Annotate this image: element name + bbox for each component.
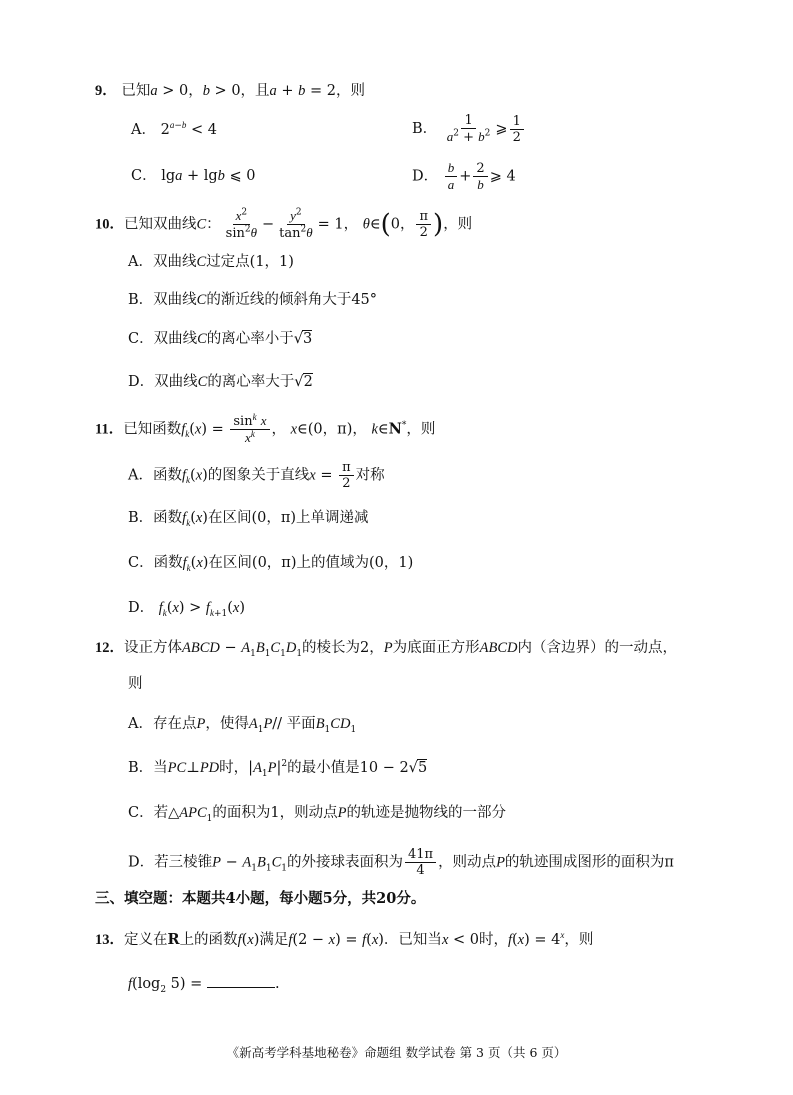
q9-option-b: B． $\frac{1}{a^2 + b^2}$ ⩾ $\frac{1}{2}$ [412,113,526,145]
q10-option-d: D．双曲线C的离心率大于√2 [128,374,313,390]
q12-option-d: D．若三棱锥$P - A_1B_1C_1$的外接球表面积为 $\frac{41\pi}{4}$ ，则动点P的轨迹围成图形的面积为π [128,847,674,878]
q12-option-a: A．存在点P，使得$A_1P//$ 平面$B_1CD_1$ [128,716,357,735]
q11-number: 11． [95,421,124,438]
q13-answer-line: $f(\log_2$ 5) = . [128,973,280,995]
q12-number: 12． [95,640,124,656]
q12-stem-continued: 则 [128,676,143,692]
q10-number: 10． [95,216,124,233]
q10-option-a: A．双曲线C过定点(1，1) [128,254,294,270]
q11-option-c: C．函数$f_k(x)$在区间(0，π)上的值域为(0，1) [128,555,414,573]
q12-option-c: C．若$\triangle APC_1$的面积为1，则动点P的轨迹是抛物线的一部分 [128,805,506,824]
q9-option-d: D． $\frac{b}{a}$ + $\frac{2}{b}$ ⩾ 4 [412,160,516,192]
q10-option-b: B．双曲线C的渐近线的倾斜角大于45° [128,292,378,308]
q11-stem: 11．已知函数$f_k(x)$ = $\frac{\sin^k x}{x^k}$ ， x∈(0，π)， k∈N*，则 [95,411,436,445]
q11-option-a: A．函数$f_k(x)$的图象关于直线x = $\frac{\pi}{2}$ 对称 [128,460,385,491]
q9-number: 9． [95,83,117,99]
q11-option-b: B．函数$f_k(x)$在区间(0，π)上单调递减 [128,510,369,528]
q10-option-c: C．双曲线C的离心率小于√3 [128,331,313,347]
section-3-heading: 三、填空题：本题共4小题，每小题5分，共20分。 [95,890,426,907]
answer-blank[interactable] [207,973,275,988]
q9-option-c: C． lga + lgb ⩽ 0 [131,168,256,184]
q10-stem: 10．已知双曲线C： $\frac{x^2}{\sin^2\theta}$ − $\frac{y^2}{\tan^2\theta}$ = 1， θ∈(0， $\frac{\pi}{2}$ )，则 [95,207,473,241]
q13-stem: 13．定义在R上的函数f(x)满足f(2 − x) = f(x)．已知当x < 0时，$f(x) = 4^x$，则 [95,930,594,948]
q9-option-a: A． $2^{a-b} < 4$ [131,120,217,138]
q12-stem: 12．设正方体ABCD − $A_1B_1C_1D_1$的棱长为2，P为底面正方形ABCD内（含边界）的一动点， [95,640,677,659]
q9-stem: 9． 已知a > 0，b > 0，且a + b = 2，则 [95,83,366,99]
page-footer: 《新高考学科基地秘卷》命题组 数学试卷 第 3 页（共 6 页） [226,1045,567,1060]
q12-option-b: B．当PC⊥PD时，$|A_1P|^2$的最小值是10 − 2√5 [128,759,428,779]
q11-option-d: D． $f_k(x) > f_{k+1}(x)$ [128,600,246,619]
q13-number: 13． [95,932,124,948]
